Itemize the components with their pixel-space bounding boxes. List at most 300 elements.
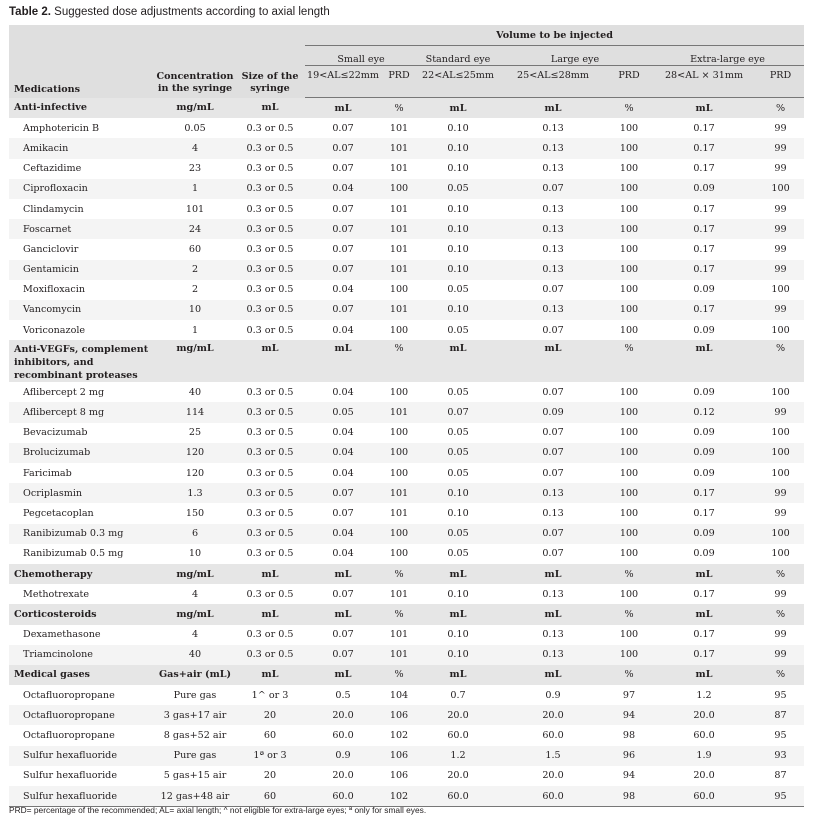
value-cell: 101: [389, 163, 409, 175]
unit-cell: mL: [417, 604, 499, 624]
value-cell: 0.04: [332, 467, 354, 479]
value-cell: 94: [607, 705, 651, 725]
value-cell: 0.09: [693, 284, 715, 296]
value-cell: 0.09: [693, 386, 715, 398]
medication-name: Dexamethasone: [23, 629, 101, 641]
value-cell: 99: [757, 402, 804, 422]
xl-eye-range: 28<AL × 31mm: [664, 70, 744, 81]
value-cell: 0.05: [447, 386, 469, 398]
value-cell: 0.07: [332, 203, 354, 215]
value-cell: 0.3 or 0.5: [246, 427, 294, 439]
value-cell: 0.13: [542, 507, 564, 519]
value-cell: 0.04: [305, 524, 381, 544]
value-cell: 101: [389, 588, 409, 600]
value-cell: 1.2: [696, 689, 712, 701]
value-cell: 100: [619, 467, 639, 479]
unit-cell: mL: [305, 340, 381, 382]
unit-cell: %: [607, 564, 651, 584]
value-cell: 100: [607, 138, 651, 158]
value-cell: 40: [155, 645, 235, 665]
value-cell: 120: [185, 467, 205, 479]
value-cell: 0.09: [693, 548, 715, 560]
value-cell: 60: [188, 243, 202, 255]
unit-cell: mg/mL: [155, 98, 235, 119]
value-cell: 0.07: [542, 386, 564, 398]
value-cell: 0.17: [693, 588, 715, 600]
unit-cell: %: [381, 340, 417, 382]
table-row: [9, 159, 804, 179]
unit-cell: mL: [235, 564, 305, 584]
medication-name: Aflibercept 2 mg: [23, 386, 105, 398]
value-cell: 0.3 or 0.5: [246, 629, 294, 641]
value-cell: 100: [771, 284, 790, 296]
value-cell: 0.10: [447, 203, 469, 215]
value-cell: 0.04: [332, 386, 354, 398]
value-cell: 0.05: [184, 122, 206, 134]
medication-name: Octafluoropropane: [23, 730, 115, 742]
value-cell: 20.0: [651, 705, 757, 725]
value-cell: 4: [191, 629, 199, 641]
value-cell: 0.10: [417, 219, 499, 239]
unit-cell: mg/mL: [155, 340, 235, 382]
value-cell: 0.07: [542, 284, 564, 296]
value-cell: 100: [619, 427, 639, 439]
value-cell: 0.04: [332, 284, 354, 296]
unit-cell: mL: [235, 604, 305, 624]
medication-name: Gentamicin: [9, 260, 155, 280]
value-cell: 100: [389, 324, 409, 336]
small-eye-range: 19<AL≤22mm: [307, 70, 379, 81]
value-cell: 98: [607, 786, 651, 807]
table-row: [9, 705, 804, 725]
value-cell: 0.17: [651, 483, 757, 503]
table-row: [9, 483, 804, 503]
value-cell: 0.3 or 0.5: [246, 324, 294, 336]
value-cell: 0.5: [335, 689, 351, 701]
unit-cell: %: [607, 340, 651, 382]
value-cell: 100: [757, 443, 804, 463]
unit-cell: mL: [499, 98, 607, 119]
value-cell: 100: [389, 427, 409, 439]
value-cell: 20.0: [305, 705, 381, 725]
value-cell: 101: [381, 402, 417, 422]
medication-name: Pegcetacoplan: [23, 507, 94, 519]
medication-name: Aflibercept 8 mg: [9, 402, 155, 422]
value-cell: 0.10: [417, 483, 499, 503]
table-row: [9, 503, 804, 523]
value-cell: 93: [757, 746, 804, 766]
value-cell: 0.07: [499, 524, 607, 544]
value-cell: 0.05: [447, 467, 469, 479]
value-cell: 0.07: [499, 443, 607, 463]
value-cell: 0.10: [447, 507, 469, 519]
value-cell: 12 gas+48 air: [155, 786, 235, 807]
unit-cell: mL: [651, 340, 757, 382]
value-cell: Pure gas: [173, 689, 217, 701]
value-cell: 0.04: [332, 324, 354, 336]
value-cell: 0.17: [693, 163, 715, 175]
value-cell: 99: [774, 203, 787, 215]
value-cell: 4: [191, 588, 199, 600]
value-cell: 100: [607, 179, 651, 199]
value-cell: 100: [771, 548, 790, 560]
value-cell: 60: [235, 786, 305, 807]
value-cell: 104: [389, 689, 409, 701]
value-cell: 0.13: [542, 203, 564, 215]
value-cell: 0.07: [417, 402, 499, 422]
value-cell: 3 gas+17 air: [155, 705, 235, 725]
value-cell: 100: [619, 163, 639, 175]
value-cell: 0.05: [447, 324, 469, 336]
unit-cell: mL: [417, 665, 499, 685]
value-cell: 0.13: [499, 300, 607, 320]
medication-name: Ganciclovir: [23, 243, 79, 255]
value-cell: 101: [389, 203, 409, 215]
value-cell: 100: [757, 179, 804, 199]
value-cell: 120: [155, 443, 235, 463]
table-row: [9, 179, 804, 199]
value-cell: 0.17: [651, 138, 757, 158]
value-cell: 0.05: [417, 443, 499, 463]
table-row: [9, 443, 804, 463]
value-cell: 99: [757, 483, 804, 503]
value-cell: 100: [619, 324, 639, 336]
unit-cell: mL: [417, 564, 499, 584]
value-cell: 0.13: [499, 483, 607, 503]
value-cell: 0.07: [332, 629, 354, 641]
value-cell: 0.3 or 0.5: [246, 386, 294, 398]
value-cell: 97: [622, 689, 636, 701]
value-cell: 99: [774, 507, 787, 519]
value-cell: 0.05: [417, 524, 499, 544]
section-row: [9, 604, 804, 624]
table-row: [9, 219, 804, 239]
value-cell: 60.0: [417, 786, 499, 807]
value-cell: 99: [757, 138, 804, 158]
value-cell: 0.3 or 0.5: [246, 467, 294, 479]
value-cell: 0.17: [651, 300, 757, 320]
value-cell: 95: [774, 689, 787, 701]
medication-name: Bevacizumab: [23, 427, 88, 439]
xl-eye-header: Extra-large eye: [651, 46, 804, 66]
table-row: [9, 423, 804, 443]
medication-name: Ceftazidime: [23, 163, 82, 175]
medication-name: Sulfur hexafluoride: [9, 746, 155, 766]
value-cell: 60.0: [447, 730, 469, 742]
medication-name: Sulfur hexafluoride: [23, 770, 117, 782]
value-cell: 99: [774, 122, 787, 134]
unit-cell: %: [607, 665, 651, 685]
value-cell: 0.13: [542, 588, 564, 600]
value-cell: 0.10: [447, 122, 469, 134]
value-cell: 0.07: [305, 260, 381, 280]
value-cell: 0.3 or 0.5: [235, 402, 305, 422]
footnote: PRD= percentage of the recommended; AL= axial length; ^ not eligible for extra-large eyes; ª only for small eyes.: [9, 805, 427, 815]
value-cell: 87: [757, 705, 804, 725]
value-cell: 100: [389, 284, 409, 296]
section-row: [9, 98, 804, 119]
value-cell: 99: [757, 300, 804, 320]
value-cell: 0.07: [305, 138, 381, 158]
value-cell: 0.04: [305, 179, 381, 199]
value-cell: 0.07: [542, 548, 564, 560]
value-cell: 100: [771, 467, 790, 479]
value-cell: 101: [389, 507, 409, 519]
value-cell: 100: [619, 588, 639, 600]
value-cell: 100: [607, 524, 651, 544]
value-cell: 8 gas+52 air: [163, 730, 227, 742]
value-cell: 0.17: [693, 507, 715, 519]
value-cell: 0.7: [450, 689, 466, 701]
value-cell: 0.05: [417, 179, 499, 199]
standard-eye-header: Standard eye: [417, 46, 499, 66]
unit-cell: %: [757, 604, 804, 624]
value-cell: 0.09: [499, 402, 607, 422]
table-row: [9, 544, 804, 564]
value-cell: 0.3 or 0.5: [246, 588, 294, 600]
value-cell: 0.13: [499, 260, 607, 280]
medication-name: Amphotericin B: [23, 122, 100, 134]
value-cell: 60.0: [332, 730, 354, 742]
value-cell: 100: [619, 386, 639, 398]
col-concentration: Concentration in the syringe: [156, 70, 234, 94]
value-cell: 40: [188, 386, 202, 398]
value-cell: 20.0: [447, 770, 469, 782]
table-row: [9, 463, 804, 483]
table-row: [9, 402, 804, 422]
section-row: [9, 340, 804, 382]
medication-name: Ranibizumab 0.3 mg: [9, 524, 155, 544]
value-cell: 101: [381, 645, 417, 665]
table-row: [9, 118, 804, 138]
value-cell: 20.0: [693, 770, 715, 782]
value-cell: 0.07: [332, 163, 354, 175]
value-cell: 1: [155, 179, 235, 199]
value-cell: 0.17: [651, 219, 757, 239]
medication-name: Octafluoropropane: [9, 705, 155, 725]
table-row: [9, 320, 804, 340]
value-cell: 24: [155, 219, 235, 239]
value-cell: 106: [389, 770, 409, 782]
section-name: Medical gases: [9, 665, 155, 685]
unit-cell: mL: [499, 340, 607, 382]
unit-cell: mL: [651, 564, 757, 584]
value-cell: 0.07: [305, 645, 381, 665]
value-cell: 0.3 or 0.5: [246, 243, 294, 255]
unit-cell: mL: [235, 98, 305, 119]
unit-cell: mL: [651, 98, 757, 119]
unit-cell: %: [757, 564, 804, 584]
value-cell: 0.07: [332, 588, 354, 600]
value-cell: 1.3: [155, 483, 235, 503]
unit-cell: Gas+air (mL): [155, 665, 235, 685]
value-cell: 0.3 or 0.5: [235, 300, 305, 320]
value-cell: 0.05: [447, 548, 469, 560]
value-cell: 1^ or 3: [251, 689, 289, 701]
medication-name: Ocriplasmin: [9, 483, 155, 503]
medication-name: Clindamycin: [23, 203, 84, 215]
value-cell: 20.0: [542, 770, 564, 782]
value-cell: 0.13: [542, 629, 564, 641]
value-cell: 101: [381, 300, 417, 320]
medication-name: Vancomycin: [9, 300, 155, 320]
unit-cell: mL: [499, 665, 607, 685]
section-name: Anti-VEGFs, complement inhibitors, and recombinant proteases: [9, 340, 155, 382]
value-cell: 101: [185, 203, 205, 215]
unit-cell: %: [757, 340, 804, 382]
table-title: [9, 6, 330, 18]
value-cell: 0.10: [417, 300, 499, 320]
value-cell: 0.04: [305, 443, 381, 463]
col-size: Size of the syringe: [241, 70, 299, 94]
small-eye-header: Small eye: [305, 46, 417, 66]
medication-name: Sulfur hexafluoride: [9, 786, 155, 807]
value-cell: 0.3 or 0.5: [235, 524, 305, 544]
xl-prd-header: PRD: [769, 70, 792, 81]
table-row: [9, 625, 804, 645]
table-row: [9, 260, 804, 280]
value-cell: 25: [188, 427, 202, 439]
unit-cell: mL: [499, 604, 607, 624]
value-cell: 5 gas+15 air: [163, 770, 227, 782]
value-cell: 0.3 or 0.5: [246, 507, 294, 519]
value-cell: 100: [389, 386, 409, 398]
table-row: [9, 746, 804, 766]
value-cell: 0.10: [447, 163, 469, 175]
value-cell: 60.0: [305, 786, 381, 807]
value-cell: 100: [607, 443, 651, 463]
section-row: [9, 665, 804, 685]
medication-name: Triamcinolone: [9, 645, 155, 665]
unit-cell: %: [381, 564, 417, 584]
value-cell: 100: [607, 300, 651, 320]
value-cell: 0.04: [332, 548, 354, 560]
value-cell: 0.3 or 0.5: [235, 443, 305, 463]
value-cell: 101: [381, 219, 417, 239]
value-cell: 0.17: [651, 645, 757, 665]
unit-cell: mL: [305, 604, 381, 624]
value-cell: 102: [389, 730, 409, 742]
unit-cell: %: [757, 98, 804, 119]
value-cell: 60: [263, 730, 277, 742]
value-cell: 0.05: [447, 427, 469, 439]
unit-cell: mL: [235, 665, 305, 685]
value-cell: 0.13: [542, 163, 564, 175]
volume-header: Volume to be injected: [305, 25, 804, 46]
value-cell: 87: [774, 770, 787, 782]
table-row: [9, 138, 804, 158]
unit-cell: %: [381, 665, 417, 685]
table-row: [9, 685, 804, 705]
value-cell: 100: [619, 548, 639, 560]
value-cell: 0.07: [542, 324, 564, 336]
value-cell: Pure gas: [155, 746, 235, 766]
value-cell: 0.3 or 0.5: [235, 219, 305, 239]
value-cell: 100: [619, 243, 639, 255]
value-cell: 0.3 or 0.5: [246, 163, 294, 175]
value-cell: 0.07: [542, 427, 564, 439]
unit-cell: mL: [235, 340, 305, 382]
value-cell: 1.9: [651, 746, 757, 766]
value-cell: 0.07: [332, 122, 354, 134]
value-cell: 23: [188, 163, 202, 175]
value-cell: 101: [381, 138, 417, 158]
value-cell: 0.09: [651, 443, 757, 463]
value-cell: 100: [607, 483, 651, 503]
value-cell: 0.9: [545, 689, 561, 701]
value-cell: 1.2: [417, 746, 499, 766]
value-cell: 0.3 or 0.5: [246, 203, 294, 215]
value-cell: 100: [607, 219, 651, 239]
unit-cell: %: [381, 604, 417, 624]
section-name: Chemotherapy: [9, 564, 155, 584]
unit-cell: mL: [417, 98, 499, 119]
value-cell: 0.09: [651, 524, 757, 544]
value-cell: 100: [381, 524, 417, 544]
value-cell: 60.0: [651, 786, 757, 807]
value-cell: 0.3 or 0.5: [235, 138, 305, 158]
large-eye-header: Large eye: [499, 46, 651, 66]
value-cell: 1.5: [499, 746, 607, 766]
medication-name: Methotrexate: [23, 588, 90, 600]
value-cell: 0.3 or 0.5: [235, 483, 305, 503]
section-row: [9, 564, 804, 584]
value-cell: 0.07: [305, 219, 381, 239]
medication-name: Octafluoropropane: [23, 689, 115, 701]
medication-name: Faricimab: [23, 467, 72, 479]
value-cell: 2: [155, 260, 235, 280]
value-cell: 106: [381, 705, 417, 725]
unit-cell: %: [607, 98, 651, 119]
value-cell: 100: [619, 507, 639, 519]
value-cell: 20.0: [417, 705, 499, 725]
value-cell: 0.12: [651, 402, 757, 422]
value-cell: 0.09: [693, 324, 715, 336]
value-cell: 0.3 or 0.5: [235, 179, 305, 199]
unit-cell: %: [607, 604, 651, 624]
standard-eye-range: 22<AL≤25mm: [422, 70, 494, 81]
value-cell: 99: [774, 629, 787, 641]
section-name: Corticosteroids: [9, 604, 155, 624]
value-cell: 0.07: [332, 507, 354, 519]
unit-cell: mL: [305, 564, 381, 584]
large-prd-header: PRD: [618, 70, 640, 81]
value-cell: 0.07: [305, 483, 381, 503]
value-cell: 99: [774, 163, 787, 175]
table-body: [9, 98, 804, 807]
value-cell: 4: [155, 138, 235, 158]
value-cell: 100: [381, 443, 417, 463]
value-cell: 0.17: [693, 243, 715, 255]
value-cell: 99: [774, 243, 787, 255]
value-cell: 100: [619, 629, 639, 641]
value-cell: 10: [188, 548, 202, 560]
value-cell: 98: [622, 730, 636, 742]
value-cell: 101: [389, 122, 409, 134]
value-cell: 0.13: [499, 645, 607, 665]
value-cell: 100: [619, 122, 639, 134]
value-cell: 0.07: [542, 467, 564, 479]
value-cell: 20.0: [332, 770, 354, 782]
value-cell: 6: [155, 524, 235, 544]
large-eye-range: 25<AL≤28mm: [517, 70, 589, 81]
medication-name: Foscarnet: [9, 219, 155, 239]
value-cell: 0.05: [447, 284, 469, 296]
value-cell: 20.0: [499, 705, 607, 725]
value-cell: 100: [389, 467, 409, 479]
table-row: [9, 786, 804, 807]
value-cell: 0.07: [499, 179, 607, 199]
